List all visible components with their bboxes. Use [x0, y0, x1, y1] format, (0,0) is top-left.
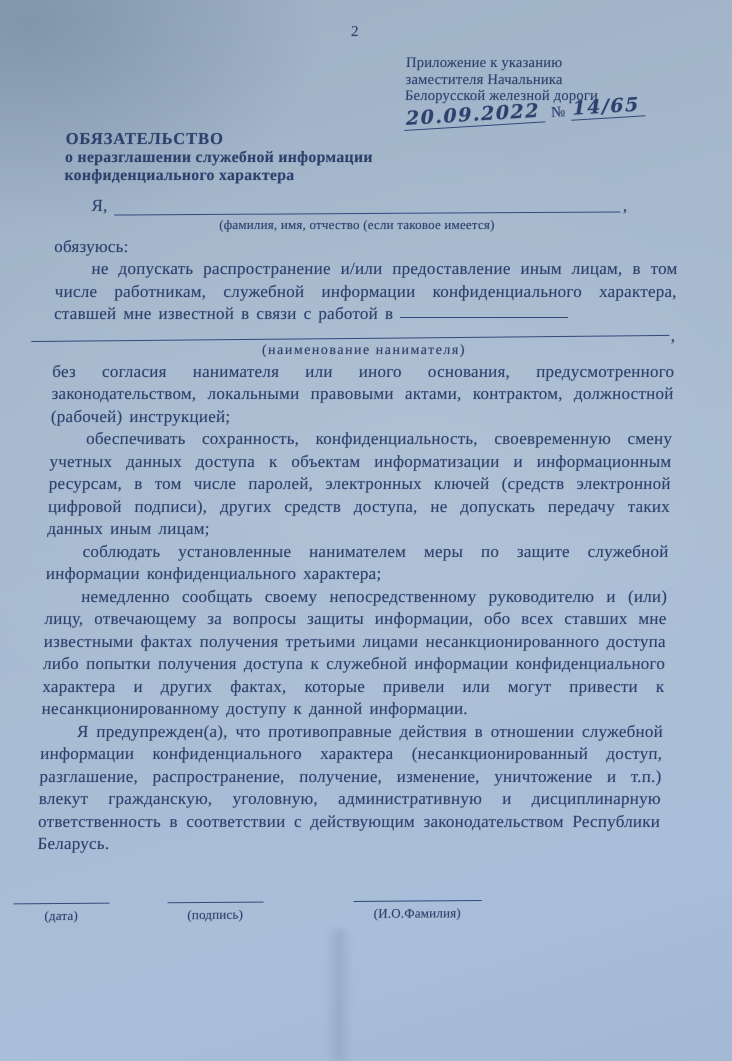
signature-caption: (И.О.Фамилия)	[373, 904, 462, 921]
signature-date	[13, 901, 110, 923]
appendix-line: Белорусской железной дороги	[404, 88, 599, 104]
appendix-block	[404, 55, 647, 131]
signature-line	[14, 901, 110, 904]
signature-caption: (подпись)	[187, 906, 244, 922]
paragraph-safekeeping: обеспечивать сохранность, конфиденциальность, своевременную смену учетных данных доступа к объектам информатизации и информационным ресурсам, в том числе паролей, электронных ключей (средств электронной цифровой подписи), других средств доступа, не допускать передачу таких данных иным лицам;	[47, 429, 673, 538]
employer-caption: (наименование нанимателя)	[261, 342, 467, 358]
signature-name	[353, 899, 482, 921]
comma: ,	[670, 325, 676, 345]
comma: ,	[622, 196, 628, 215]
document-body	[35, 195, 680, 921]
signature-line	[168, 900, 264, 903]
signature-caption: (дата)	[44, 907, 79, 923]
paragraph-text: не допускать распространение и/или предоставление иным лицам, в том числе работникам, служебной информации конфиденциального характера, ставшей мне известной в связи с работой в	[53, 259, 678, 323]
appendix-line: заместителя Начальника	[405, 71, 563, 88]
employer-blank-row	[31, 326, 676, 343]
handwritten-number: 14/65	[570, 94, 645, 120]
handwritten-date: 20.09.2022	[404, 100, 546, 131]
employer-blank-line	[31, 333, 669, 341]
paragraph-no-consent: без согласия нанимателя или иного основания, предусмотренного законодательством, локальными правовыми актами, контрактом, должностной (рабочей) инструкцией;	[50, 361, 675, 426]
number-sign: №	[550, 103, 566, 121]
page-number: 2	[350, 24, 359, 40]
title-line: ОБЯЗАТЕЛЬСТВО	[65, 129, 225, 148]
signature-row	[35, 897, 658, 922]
me-label: Я,	[91, 196, 108, 215]
paragraph-reporting: немедленно сообщать своему непосредственному руководителю и (или) лицу, отвечающему за вопросы защиты информации, обо всех ставших мне известными фактах получения третьими лицами несанкционированного доступа либо попытки получения доступа к служебной информации конфиденциального характера и других фактах, которые привели или могут привести к несанкционированному доступу к данной информации.	[41, 586, 668, 718]
name-row	[57, 195, 628, 218]
paragraph-intro	[54, 258, 678, 326]
employer-inline-blank-line	[400, 315, 568, 318]
signature-line	[354, 899, 482, 902]
obligation-lead: обязуюсь:	[53, 236, 129, 256]
appendix-line: Приложение к указанию	[405, 55, 563, 71]
signature-sign	[167, 900, 264, 922]
name-blank-line	[114, 210, 621, 215]
paragraph-measures: соблюдать установленные нанимателем меры по защите служебной информации конфиденциального характера;	[45, 541, 669, 583]
paragraph-warning: Я предупрежден(а), что противоправные действия в отношении служебной информации конфиденциального характера (несанкционированный доступ, разглашение, распространение, получение, изменение, уничтожение и т.п.) влекут гражданскую, уголовную, административную и дисциплинарную ответственность в соответствии с действующим законодательством Республики Беларусь.	[37, 721, 664, 853]
name-caption: (фамилия, имя, отчество (если таковое имеется)	[219, 216, 495, 232]
document-title	[64, 130, 373, 186]
title-line: конфиденциального характера	[64, 167, 295, 184]
title-line: о неразглашении служебной информации	[64, 148, 374, 166]
